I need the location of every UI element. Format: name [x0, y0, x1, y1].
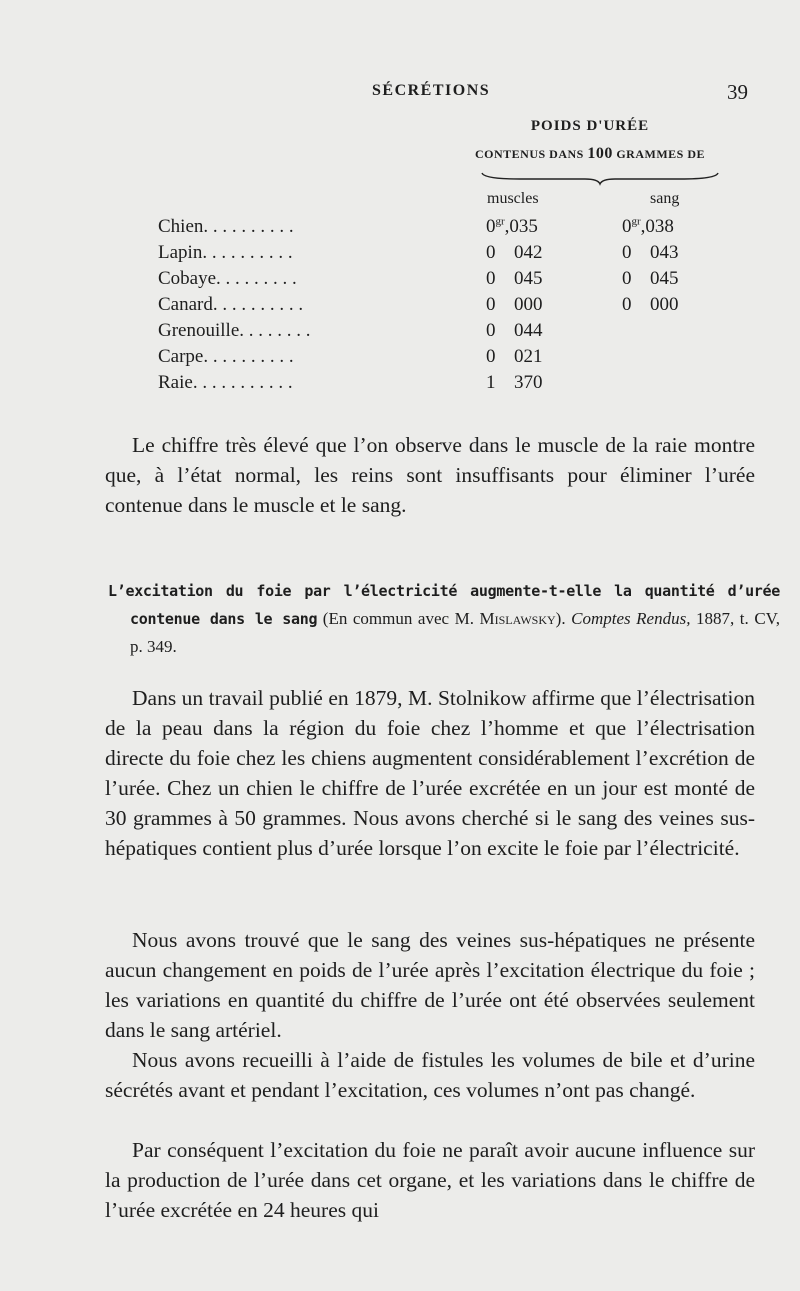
- paragraph-text: Par conséquent l’excitation du foie ne paraît avoir aucune influence sur la production de l’urée dans cet organe, et les variations dans le chiffre de l’urée excrétée en 24 heures qui: [105, 1138, 755, 1222]
- running-header: SÉCRÉTIONS: [372, 82, 491, 99]
- paragraph-conclusion: [105, 1135, 755, 1225]
- paragraph-text: Le chiffre très élevé que l’on observe dans le muscle de la raie montre que, à l’état normal, les reins sont insuffisants pour éliminer l’urée contenue dans le muscle et le sang.: [105, 433, 755, 517]
- muscle-value: [486, 214, 538, 240]
- paragraph-text: Dans un travail publié en 1879, M. Stolnikow affirme que l’électrisation de la peau dans la région du foie chez l’homme et que l’électrisation directe du foie chez les chiens augmentent considérablement l’excrétion de l’urée. Chez un chien le chiffre de l’urée excrétée en un jour est monté de 30 grammes à 50 grammes. Nous avons cherché si le sang des veines sus-hépatiques contient plus d’urée lorsque l’on excite le foie par l’électricité.: [105, 686, 755, 860]
- reference-title: L’excitation du foie par l’électricité augmente-t-elle la quantité d’urée contenue dans le sang: [108, 582, 780, 628]
- paragraph-stolnikow: [105, 683, 755, 863]
- reference-journal: Comptes Rendus,: [571, 609, 691, 628]
- muscle-int: 0: [486, 216, 496, 237]
- table-row: [158, 344, 718, 370]
- column-header-sang: sang: [650, 190, 680, 207]
- paragraph-sus-hepatiques: [105, 925, 755, 1045]
- reference-collab-name: Mislawsky: [479, 609, 556, 628]
- animal-name: Canard. . . . . . . . . .: [158, 294, 304, 315]
- animal-name: Cobaye. . . . . . . . .: [158, 268, 297, 289]
- paragraph-raie: [105, 430, 755, 520]
- reference-details: 1887, t. CV, p. 349.: [130, 609, 780, 656]
- table-subtitle-num: 100: [587, 145, 613, 162]
- curly-brace-icon: [480, 170, 720, 186]
- animal-name: Chien. . . . . . . . . .: [158, 216, 294, 237]
- page-number: 39: [727, 80, 748, 104]
- unit-gr: gr: [495, 215, 505, 228]
- unit-gr: gr: [631, 215, 641, 228]
- blood-int: 0: [622, 216, 632, 237]
- blood-int: 0: [622, 242, 632, 263]
- table-row: [158, 292, 718, 318]
- table-subtitle-pre: CONTENUS DANS: [474, 147, 584, 161]
- table-title: POIDS D'URÉE: [530, 118, 650, 134]
- blood-int: 0: [622, 268, 632, 289]
- animal-name: Grenouille. . . . . . . .: [158, 320, 311, 341]
- muscle-dec: 044: [514, 320, 543, 341]
- muscle-int: 0: [486, 346, 496, 367]
- animal-name: Carpe. . . . . . . . . .: [158, 346, 294, 367]
- blood-value: [622, 214, 674, 240]
- table-row: [158, 318, 718, 344]
- blood-dec: 000: [650, 294, 679, 315]
- table-subtitle-post: GRAMMES DE: [616, 147, 706, 161]
- animal-name: Raie. . . . . . . . . . .: [158, 372, 293, 393]
- table-row: [158, 266, 718, 292]
- blood-dec: 043: [650, 242, 679, 263]
- muscle-dec: 370: [514, 372, 543, 393]
- paragraph-text: Nous avons trouvé que le sang des veines sus-hépatiques ne présente aucun changement en poids de l’urée après l’excitation électrique du foie ; les variations en quantité du chiffre de l’urée ont été observées seulement dans le sang artériel.: [105, 928, 755, 1042]
- muscle-int: 0: [486, 242, 496, 263]
- muscle-dec: ,035: [504, 216, 538, 237]
- muscle-dec: 045: [514, 268, 543, 289]
- bibliographic-reference: [108, 577, 780, 660]
- urea-table: [158, 214, 718, 396]
- muscle-int: 0: [486, 294, 496, 315]
- muscle-dec: 021: [514, 346, 543, 367]
- reference-collab-pre: (En commun avec M.: [322, 609, 474, 628]
- column-header-muscles: muscles: [487, 190, 539, 207]
- table-subtitle: [470, 145, 710, 163]
- table-row: [158, 214, 718, 240]
- muscle-int: 1: [486, 372, 496, 393]
- reference-collab-post: ).: [555, 609, 566, 628]
- blood-dec: 045: [650, 268, 679, 289]
- muscle-int: 0: [486, 268, 496, 289]
- blood-dec: ,038: [640, 216, 674, 237]
- muscle-dec: 042: [514, 242, 543, 263]
- table-row: [158, 240, 718, 266]
- muscle-int: 0: [486, 320, 496, 341]
- animal-name: Lapin. . . . . . . . . .: [158, 242, 293, 263]
- table-row: [158, 370, 718, 396]
- blood-int: 0: [622, 294, 632, 315]
- table-header: [470, 118, 710, 163]
- paragraph-fistules: [105, 1045, 755, 1105]
- paragraph-text: Nous avons recueilli à l’aide de fistules les volumes de bile et d’urine sécrétés avant et pendant l’excitation, ces volumes n’ont pas changé.: [105, 1048, 755, 1102]
- muscle-dec: 000: [514, 294, 543, 315]
